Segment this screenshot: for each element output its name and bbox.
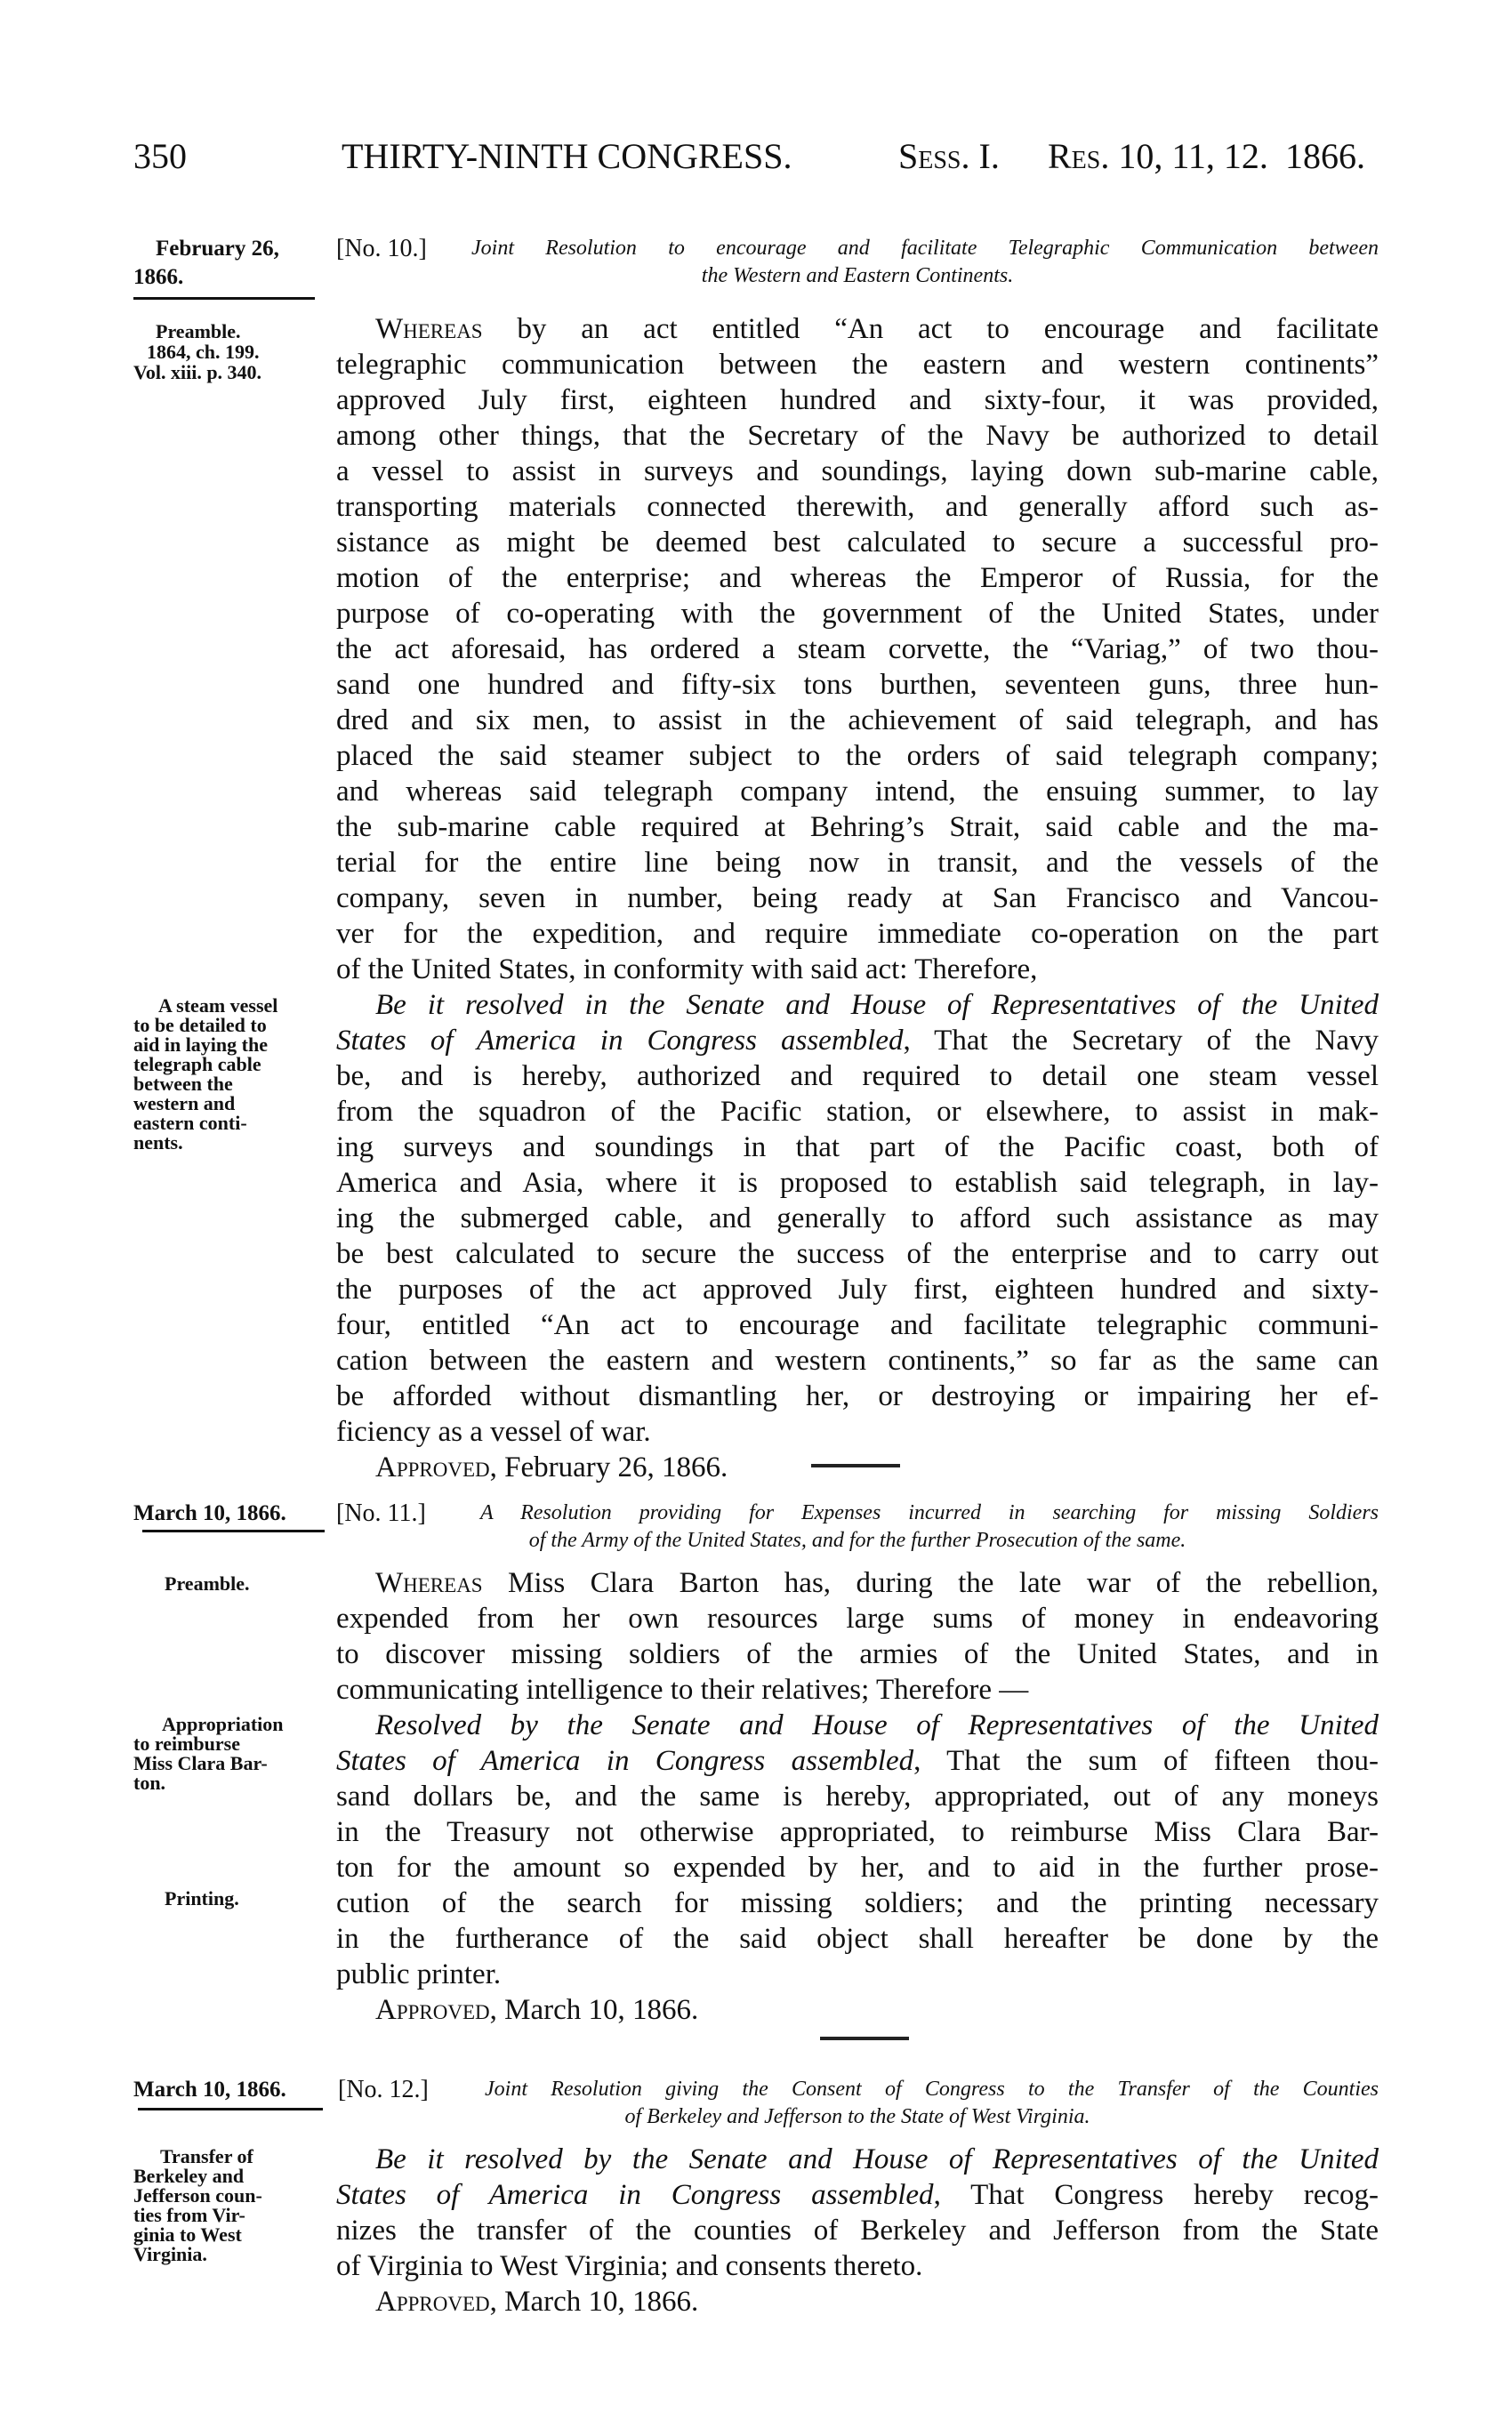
body-line: placed the said steamer subject to the orders of said telegraph company; — [336, 740, 1379, 772]
body-line: sistance as might be deemed best calculated to secure a successful pro- — [336, 527, 1379, 559]
body-line: ficiency as a vessel of war. — [336, 1416, 651, 1448]
margin-note-line: between the — [133, 1073, 233, 1095]
body-line: sand one hundred and fifty-six tons burthen, seventeen guns, three hun- — [336, 669, 1379, 701]
body-line — [336, 1565, 1379, 1601]
body-line: public printer. — [336, 1958, 502, 1990]
body-line: cation between the eastern and western continents,” so far as the same can — [336, 1345, 1379, 1377]
body-line — [336, 1743, 1379, 1779]
body-line: in the furtherance of the said object shall hereafter be done by the — [336, 1923, 1379, 1955]
resolution-date-year: 1866. — [133, 265, 184, 289]
margin-note-line: aid in laying the — [133, 1033, 268, 1056]
resolution-number: [No. 10.] — [336, 235, 427, 262]
date-underline — [133, 297, 315, 300]
body-line: ton for the amount so expended by her, and to aid in the further prose- — [336, 1852, 1379, 1884]
resolution-number: [No. 12.] — [338, 2076, 429, 2103]
body-line — [336, 2177, 1379, 2213]
body-line: be best calculated to secure the success of the enterprise and to carry out — [336, 1238, 1379, 1270]
body-line: of the United States, in conformity with said act: Therefore, — [336, 953, 1038, 985]
approval-line — [336, 2284, 1379, 2319]
resolution-title-line1: Joint Resolution giving the Consent of Congress to the Transfer of the Counties — [485, 2078, 1379, 2101]
resolution-text — [336, 2142, 1379, 2319]
body-line: approved July first, eighteen hundred and sixty-four, it was provided, — [336, 384, 1379, 416]
margin-note-line: Miss Clara Bar- — [133, 1752, 268, 1774]
body-line: cution of the search for missing soldiers; and the printing necessary — [336, 1887, 1379, 1919]
margin-note-preamble: Preamble. — [165, 1572, 250, 1595]
body-line: dred and six men, to assist in the achievement of said telegraph, and has — [336, 704, 1379, 736]
date-underline — [142, 1530, 325, 1532]
body-line: America and Asia, where it is proposed to establish said telegraph, in lay- — [336, 1167, 1379, 1199]
body-line: expended from her own resources large sums of money in endeavoring — [336, 1603, 1379, 1635]
body-line-text: , That the sum of fifteen thou- — [913, 1745, 1379, 1777]
body-line: among other things, that the Secretary of the Navy be authorized to detail — [336, 420, 1379, 452]
resolution-title-line2: the Western and Eastern Continents. — [701, 264, 1014, 287]
date-underline — [138, 2108, 323, 2110]
body-line: in the Treasury not otherwise appropriated, to reimburse Miss Clara Bar- — [336, 1816, 1379, 1848]
enacting-clause: States of America in Congress assembled — [336, 1745, 914, 1777]
margin-note-citation: Vol. xiii. p. 340. — [133, 361, 262, 383]
body-line: be afforded without dismantling her, or destroying or impairing her ef- — [336, 1380, 1379, 1412]
body-line-text: , That Congress hereby recog- — [933, 2179, 1379, 2211]
resolution-title-line1: Joint Resolution to encourage and facilitate Telegraphic Communication between — [471, 237, 1379, 260]
margin-note-line: to reimburse — [133, 1733, 240, 1755]
resolution-date: February 26, — [156, 237, 279, 261]
whereas-lead: Whereas — [375, 1567, 483, 1599]
body-line: the purposes of the act approved July first, eighteen hundred and sixty- — [336, 1274, 1379, 1306]
body-line: the act aforesaid, has ordered a steam corvette, the “Variag,” of two thou- — [336, 633, 1379, 665]
margin-note-steam-vessel — [133, 996, 320, 1153]
margin-note-line: telegraph cable — [133, 1053, 261, 1075]
body-line: terial for the entire line being now in transit, and the vessels of the — [336, 847, 1379, 879]
margin-note-line: ginia to West — [133, 2223, 242, 2246]
body-line: motion of the enterprise; and whereas the Emperor of Russia, for the — [336, 562, 1379, 594]
preamble-text — [336, 1565, 1379, 2028]
body-line: communicating intelligence to their relatives; Therefore — — [336, 1674, 1029, 1706]
running-head-resolutions: Res. 10, 11, 12. — [1048, 136, 1268, 176]
margin-note-line: ties from Vir- — [133, 2204, 245, 2226]
body-line: company, seven in number, being ready at San Francisco and Vancou- — [336, 882, 1379, 914]
body-line: ing the submerged cable, and generally to afford such assistance as may — [336, 1202, 1379, 1234]
margin-note-line: nents. — [133, 1131, 183, 1154]
body-line — [336, 1023, 1379, 1058]
margin-note-line: Transfer of — [160, 2145, 253, 2167]
body-line: of Virginia to West Virginia; and consents thereto. — [336, 2250, 923, 2282]
approved-date: , March 10, 1866. — [489, 1994, 699, 2026]
preamble-text — [336, 311, 1379, 1485]
margin-note-line: western and — [133, 1092, 236, 1114]
approval-line — [336, 1992, 1379, 2028]
resolution-date: March 10, 1866. — [133, 2078, 286, 2102]
margin-note-appropriation — [133, 1715, 320, 1793]
running-head-session: Sess. I. — [898, 136, 1000, 176]
body-line-text: by an act entitled “An act to encourage and facilitate — [482, 313, 1379, 345]
margin-note-preamble: Preamble. — [156, 320, 241, 342]
body-line: ver for the expedition, and require immediate co-operation on the part — [336, 918, 1379, 950]
body-line: and whereas said telegraph company intend, the ensuing summer, to lay — [336, 776, 1379, 808]
enacting-clause: Be it resolved by the Senate and House of Representatives of the United — [375, 2143, 1379, 2175]
running-head-congress: THIRTY-NINTH CONGRESS. — [342, 136, 792, 176]
resolution-title-line2: of the Army of the United States, and for the further Prosecution of the same. — [528, 1529, 1186, 1552]
margin-note-line: eastern conti- — [133, 1112, 247, 1134]
body-line: nizes the transfer of the counties of Berkeley and Jefferson from the State — [336, 2215, 1379, 2247]
resolution-date: March 10, 1866. — [133, 1501, 286, 1525]
enacting-clause: Resolved by the Senate and House of Representatives of the United — [375, 1709, 1379, 1741]
body-line: the sub-marine cable required at Behring’s Strait, said cable and the ma- — [336, 811, 1379, 843]
margin-note-citation: 1864, ch. 199. — [147, 341, 260, 363]
body-line: from the squadron of the Pacific station, or elsewhere, to assist in mak- — [336, 1096, 1379, 1128]
margin-note-line: Virginia. — [133, 2243, 207, 2265]
enacting-clause: Be it resolved in the Senate and House of Representatives of the United — [375, 989, 1379, 1021]
approved-date: , March 10, 1866. — [489, 2286, 699, 2318]
approved-label: Approved — [375, 1994, 490, 2026]
enacting-clause: States of America in Congress assembled — [336, 1025, 904, 1057]
body-line — [336, 311, 1379, 347]
margin-note-transfer — [133, 2147, 320, 2264]
body-line: four, entitled “An act to encourage and facilitate telegraphic communi- — [336, 1309, 1379, 1341]
body-line: purpose of co-operating with the government of the United States, under — [336, 598, 1379, 630]
section-separator — [820, 2037, 909, 2040]
approval-line — [336, 1450, 1379, 1485]
section-separator — [811, 1464, 900, 1467]
page-number: 350 — [133, 136, 187, 176]
running-head-year: 1866. — [1285, 136, 1365, 176]
resolution-number: [No. 11.] — [336, 1499, 426, 1527]
margin-note-printing: Printing. — [165, 1887, 239, 1909]
approved-label: Approved — [375, 1451, 490, 1483]
margin-note-line: Berkeley and — [133, 2165, 245, 2187]
enacting-clause: States of America in Congress assembled — [336, 2179, 934, 2211]
resolution-title-line2: of Berkeley and Jefferson to the State of West Virginia. — [624, 2105, 1090, 2128]
whereas-lead: Whereas — [375, 313, 483, 345]
body-line-text: Miss Clara Barton has, during the late war of the rebellion, — [482, 1567, 1379, 1599]
body-line: telegraphic communication between the eastern and western continents” — [336, 349, 1379, 381]
approved-date: , February 26, 1866. — [489, 1451, 728, 1483]
approved-label: Approved — [375, 2286, 490, 2318]
margin-note-line: to be detailed to — [133, 1014, 267, 1036]
resolution-title-line1: A Resolution providing for Expenses incurred in searching for missing Soldiers — [480, 1501, 1379, 1524]
margin-note-line: Jefferson coun- — [133, 2184, 262, 2207]
margin-note-line: Appropriation — [162, 1713, 284, 1735]
body-line-text: , That the Secretary of the Navy — [903, 1025, 1379, 1057]
margin-note-line: A steam vessel — [158, 994, 278, 1017]
body-line: a vessel to assist in surveys and soundings, laying down sub-marine cable, — [336, 455, 1379, 487]
body-line: be, and is hereby, authorized and required to detail one steam vessel — [336, 1060, 1379, 1092]
margin-note-line: ton. — [133, 1772, 166, 1794]
body-line: transporting materials connected therewith, and generally afford such as- — [336, 491, 1379, 523]
body-line: to discover missing soldiers of the armies of the United States, and in — [336, 1638, 1379, 1670]
body-line: ing surveys and soundings in that part of the Pacific coast, both of — [336, 1131, 1379, 1163]
body-line: sand dollars be, and the same is hereby, appropriated, out of any moneys — [336, 1781, 1379, 1813]
